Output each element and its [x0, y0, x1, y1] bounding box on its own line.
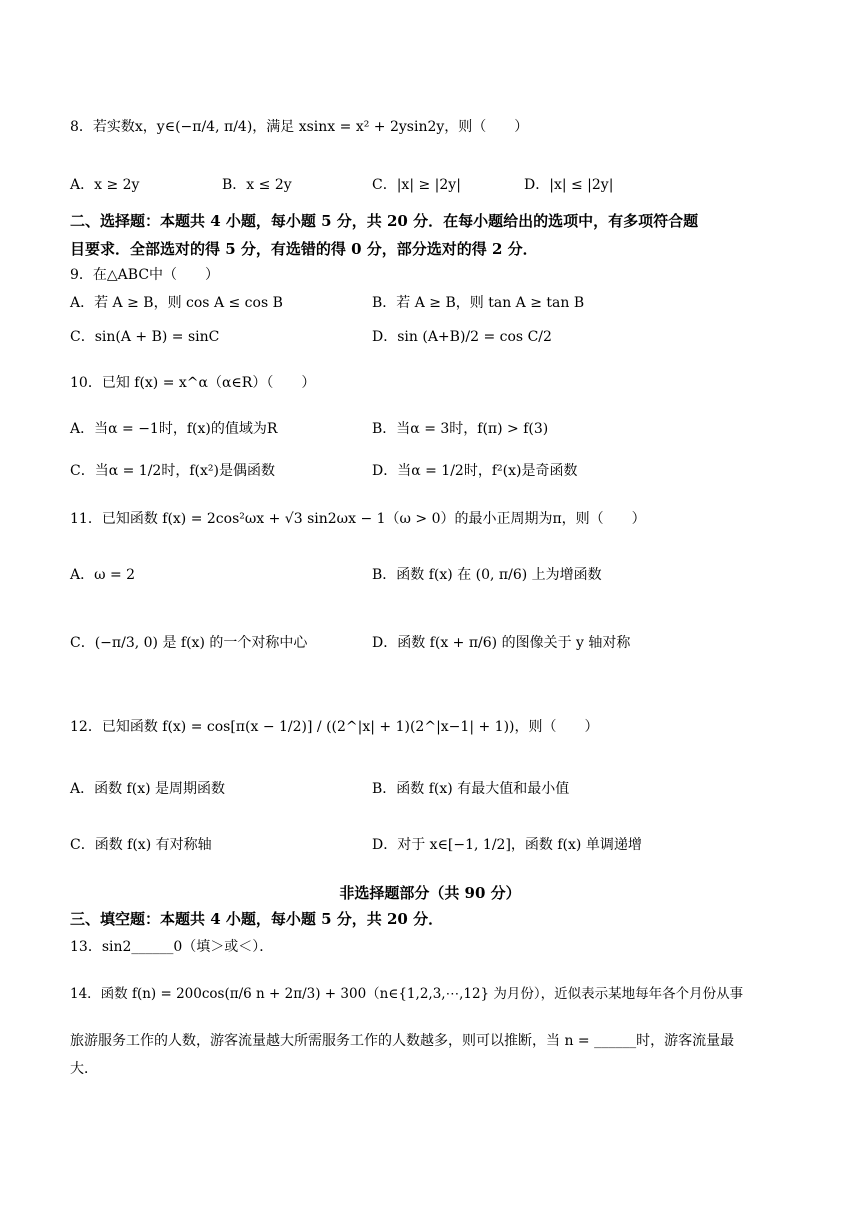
- q10-option-d: D．当α = 1/2时，f²(x)是奇函数: [372, 463, 578, 479]
- q11-option-d: D．函数 f(x + π/6) 的图像关于 y 轴对称: [372, 635, 631, 651]
- q13-text: 13．sin2______0（填＞或＜）．: [70, 939, 274, 955]
- section2-heading-line2: 目要求．全部选对的得 5 分，有选错的得 0 分，部分选对的得 2 分．: [70, 240, 538, 258]
- q9-option-b: B．若 A ≥ B，则 tan A ≥ tan B: [372, 295, 585, 311]
- q12-option-c: C．函数 f(x) 有对称轴: [70, 837, 212, 853]
- section3-heading: 三、填空题：本题共 4 小题，每小题 5 分，共 20 分．: [70, 910, 444, 928]
- q8-option-a: A．x ≥ 2y: [70, 177, 140, 193]
- q12-option-a: A．函数 f(x) 是周期函数: [70, 781, 226, 797]
- q8-option-d: D．|x| ≤ |2y|: [524, 177, 614, 193]
- q14-line1: 14．函数 f(n) = 200cos(π/6 n + 2π/3) + 300（n∈{1,2,3,⋯,12} 为月份），近似表示某地每年各个月份从事: [70, 986, 744, 1002]
- q9-option-d: D．sin (A+B)/2 = cos C/2: [372, 329, 552, 345]
- q9-stem: 9．在△ABC中（ ）: [70, 267, 220, 283]
- q10-stem: 10．已知 f(x) = x^α（α∈R）（ ）: [70, 375, 316, 391]
- q11-stem: 11．已知函数 f(x) = 2cos²ωx + √3 sin2ωx − 1（ω > 0）的最小正周期为π，则（ ）: [70, 511, 646, 527]
- q8-option-c: C．|x| ≥ |2y|: [372, 177, 461, 193]
- q9-option-c: C．sin(A + B) = sinC: [70, 329, 220, 345]
- q11-option-c: C．(−π/3, 0) 是 f(x) 的一个对称中心: [70, 635, 308, 651]
- q8-option-b: B．x ≤ 2y: [222, 177, 292, 193]
- q14-line3: 大．: [70, 1061, 98, 1077]
- q11-option-a: A．ω = 2: [70, 567, 136, 583]
- section2-heading-line1: 二、选择题：本题共 4 小题，每小题 5 分，共 20 分．在每小题给出的选项中，有多项符合题: [70, 212, 699, 230]
- q12-option-d: D．对于 x∈[−1, 1/2]，函数 f(x) 单调递增: [372, 837, 642, 853]
- part2-title: 非选择题部分（共 90 分）: [339, 884, 521, 902]
- q12-option-b: B．函数 f(x) 有最大值和最小值: [372, 781, 570, 797]
- q10-option-a: A．当α = −1时，f(x)的值域为R: [70, 421, 278, 437]
- q9-option-a: A．若 A ≥ B，则 cos A ≤ cos B: [70, 295, 283, 311]
- q8-stem: 8．若实数x，y∈(−π/4, π/4)，满足 xsinx = x² + 2ysin2y，则（ ）: [70, 119, 529, 135]
- q12-stem: 12．已知函数 f(x) = cos[π(x − 1/2)] / ((2^|x| + 1)(2^|x−1| + 1))，则（ ）: [70, 719, 599, 735]
- q14-line2: 旅游服务工作的人数，游客流量越大所需服务工作的人数越多，则可以推断，当 n = ______时，游客流量最: [70, 1033, 735, 1049]
- q10-option-c: C．当α = 1/2时，f(x²)是偶函数: [70, 463, 275, 479]
- q10-option-b: B．当α = 3时，f(π) > f(3): [372, 421, 549, 437]
- q11-option-b: B．函数 f(x) 在 (0, π/6) 上为增函数: [372, 567, 602, 583]
